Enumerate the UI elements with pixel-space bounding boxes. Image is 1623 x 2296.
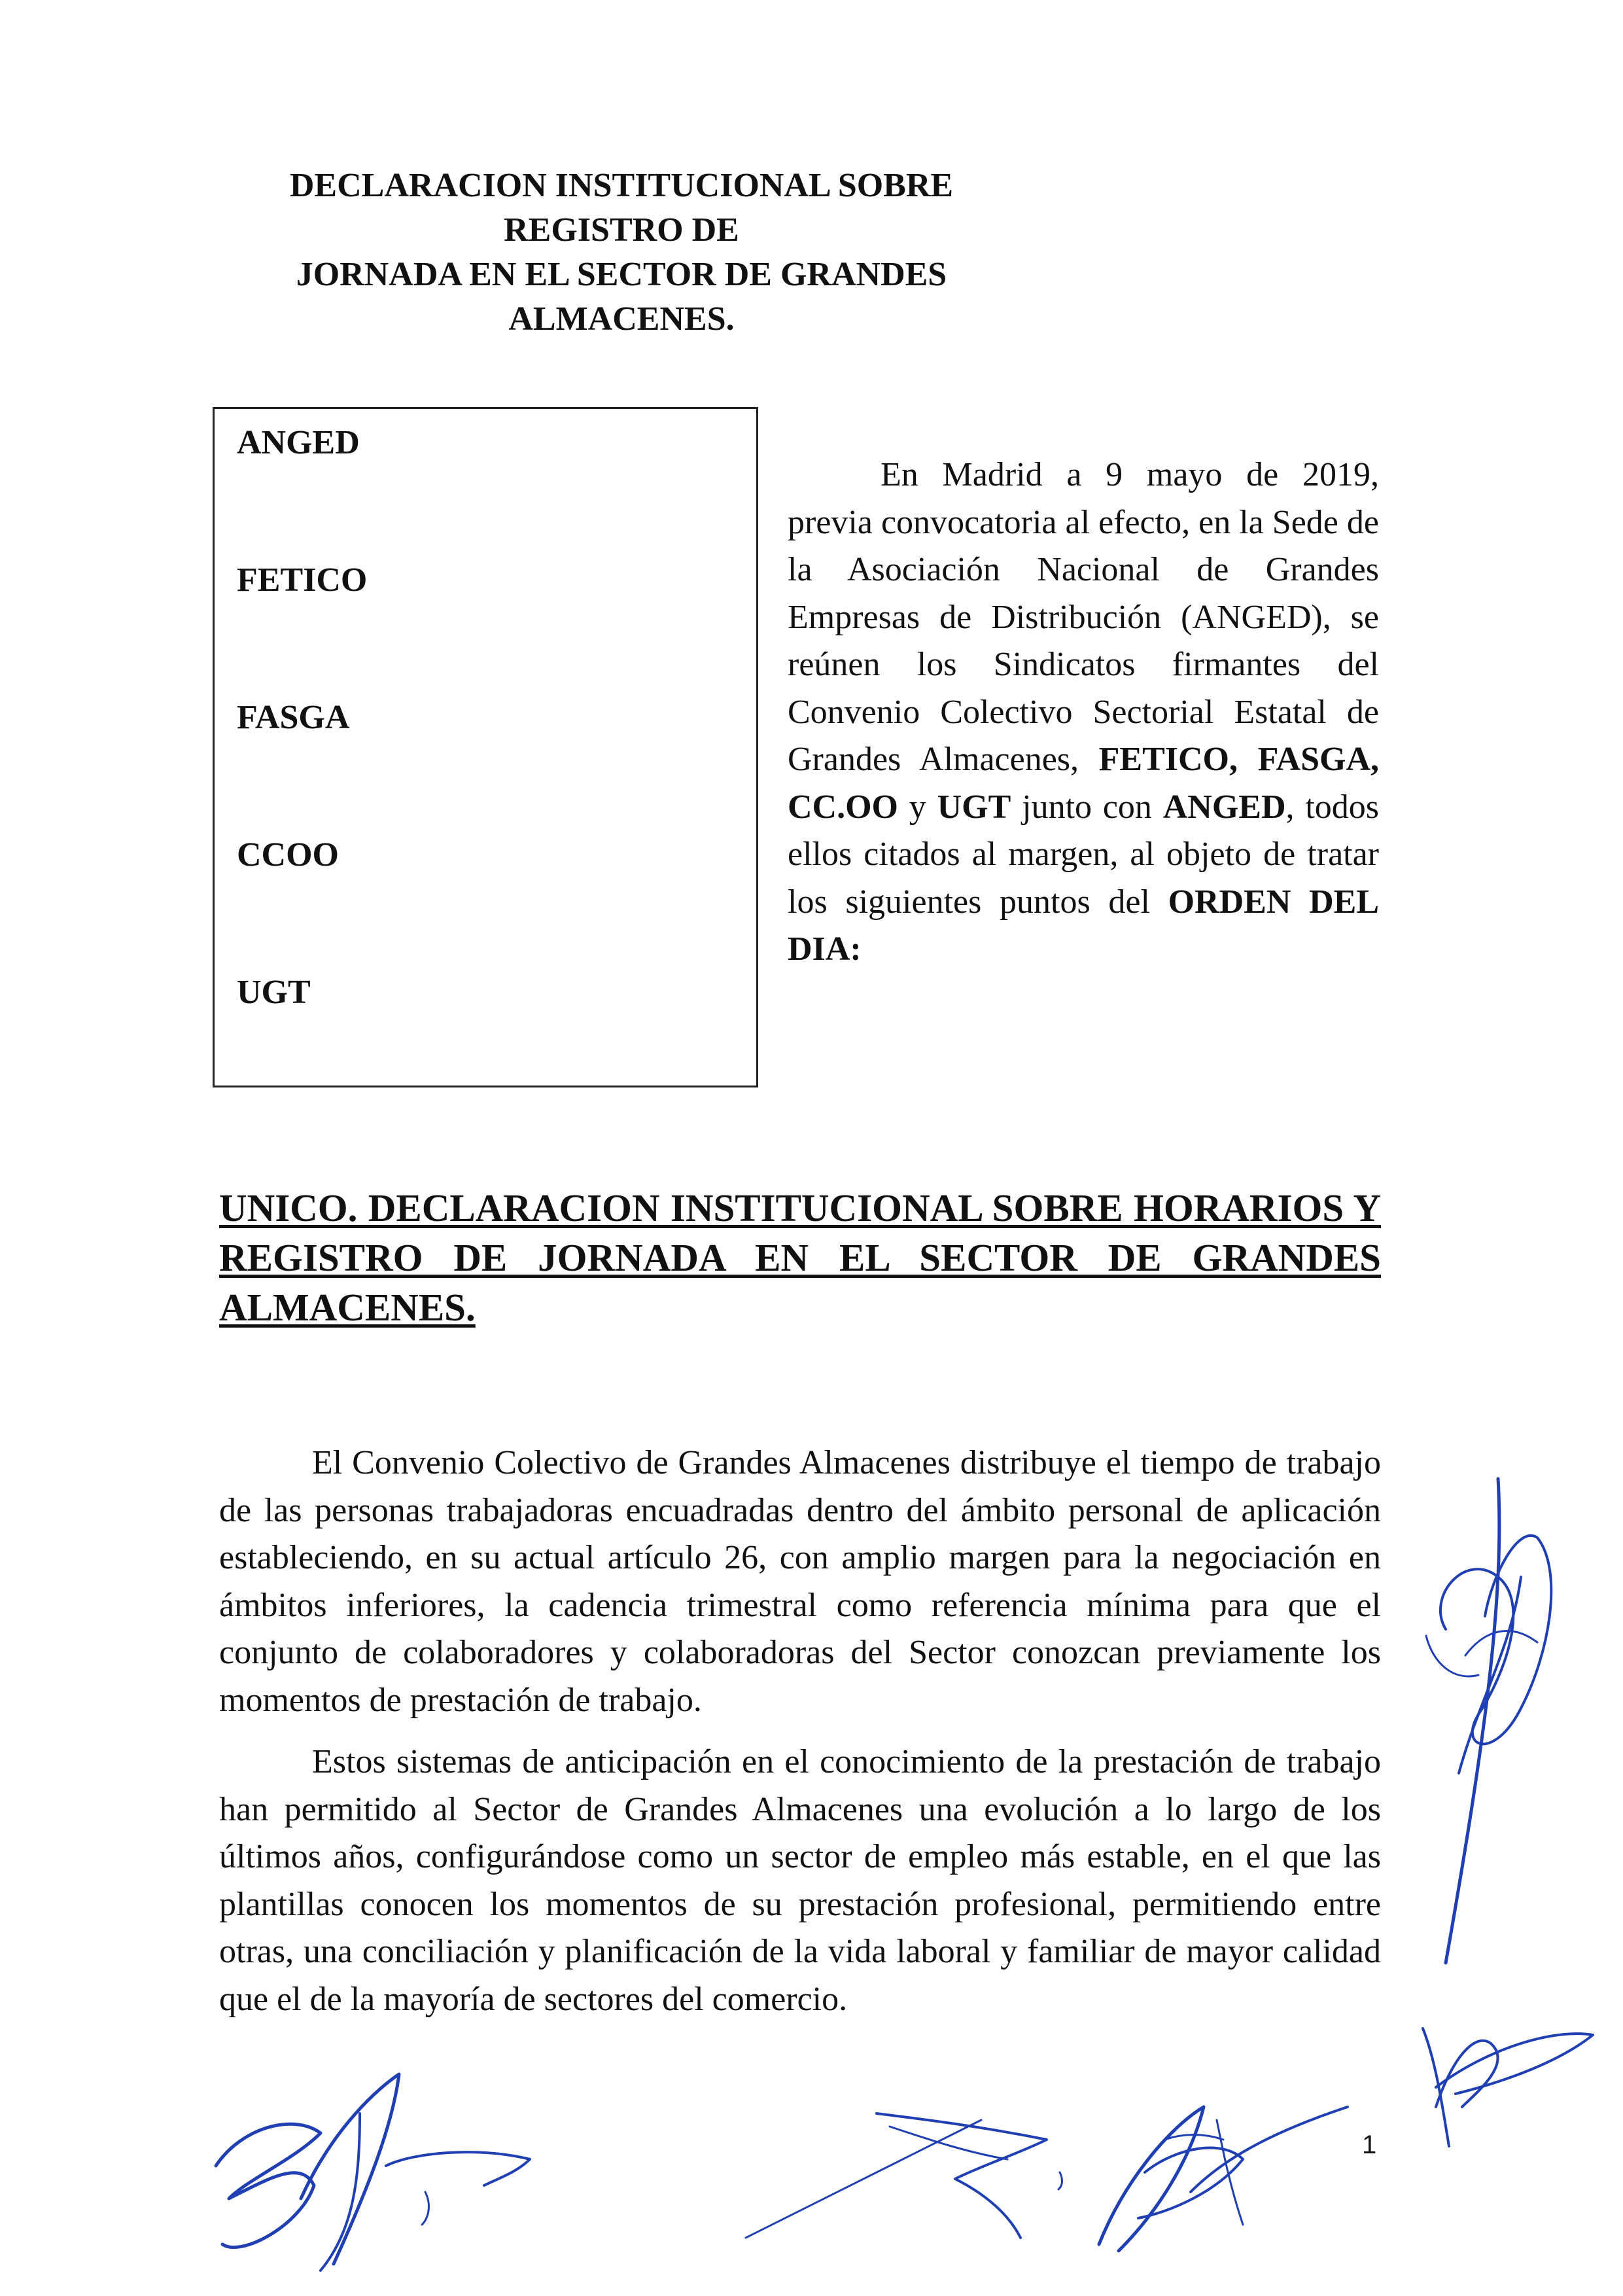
signature-bottom-left: [203, 2048, 569, 2284]
signature-right-bottom: [1410, 2009, 1606, 2153]
intro-text-1: En Madrid a 9 mayo de 2019, previa convocatoria al efecto, en la Sede de la Asociación Nacional de Grandes Empresas de Distribución (ANGED), se reúnen los Sindicatos firmantes del Convenio Colectivo Sectorial Estatal de Grandes Almacenes,: [788, 456, 1379, 778]
page-number: 1: [1362, 2130, 1377, 2159]
signature-bottom-right: [1073, 2081, 1361, 2264]
intro-paragraph: [788, 451, 1379, 974]
document-title: [196, 164, 1047, 342]
body-text: [219, 1439, 1381, 2038]
intro-orden-del-dia: ORDEN DEL DIA:: [788, 883, 1379, 968]
signature-right-margin: [1406, 1466, 1603, 1976]
title-line-2: JORNADA EN EL SECTOR DE GRANDES ALMACENES.: [296, 256, 947, 338]
org-fasga: FASGA: [237, 699, 350, 736]
org-ugt: UGT: [237, 974, 311, 1011]
org-anged: ANGED: [237, 424, 360, 461]
intro-ugt: UGT: [937, 788, 1011, 826]
org-ccoo: CCOO: [237, 836, 339, 874]
title-line-1: DECLARACION INSTITUCIONAL SOBRE REGISTRO DE: [289, 167, 954, 249]
margin-organizations-box: [213, 407, 758, 1087]
intro-unions: FETICO, FASGA, CC.OO: [788, 741, 1379, 826]
section-heading: UNICO. DECLARACION INSTITUCIONAL SOBRE HORARIOS Y REGISTRO DE JORNADA EN EL SECTOR DE GRANDES ALMACENES.: [219, 1186, 1381, 1329]
intro-text-4: , todos ellos citados al margen, al objeto de tratar los siguientes puntos del: [788, 788, 1380, 921]
body-paragraph-2: Estos sistemas de anticipación en el conocimiento de la prestación de trabajo han permitido al Sector de Grandes Almacenes una evolución a lo largo de los últimos años, configurándose como un sector de empleo más estable, en el que las plantillas conocen los momentos de su prestación profesional, permitiendo entre otras, una conciliación y planificación de la vida laboral y familiar de mayor calidad que el de la mayoría de sectores del comercio.: [219, 1743, 1381, 2018]
org-fetico: FETICO: [237, 561, 368, 599]
intro-anged: ANGED: [1162, 788, 1286, 826]
intro-text-3: junto con: [1011, 788, 1163, 826]
body-paragraph-1: El Convenio Colectivo de Grandes Almacenes distribuye el tiempo de trabajo de las personas trabajadoras encuadradas dentro del ámbito personal de aplicación estableciendo, en su actual artículo 26, con amplio margen para la negociación en ámbitos inferiores, la cadencia trimestral como referencia mínima para que el conjunto de colaboradores y colaboradoras del Sector conozcan previamente los momentos de prestación de trabajo.: [219, 1444, 1381, 1719]
intro-text-2: y: [898, 788, 937, 826]
signature-bottom-center: [733, 2094, 1073, 2251]
